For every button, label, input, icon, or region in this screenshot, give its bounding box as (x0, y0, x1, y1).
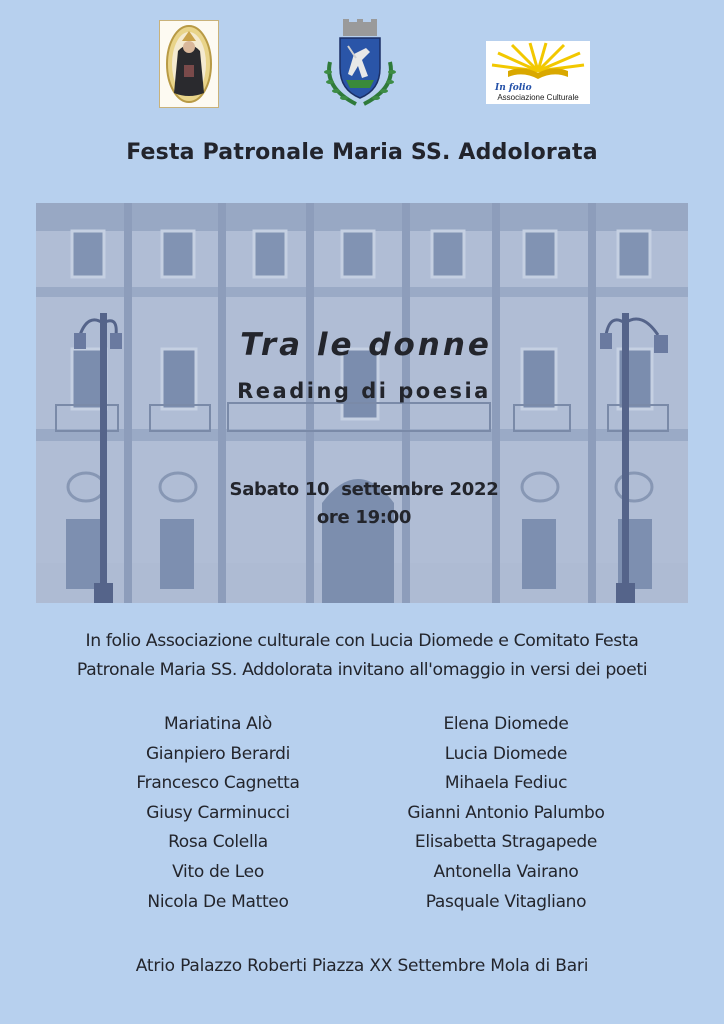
madonna-addolorata-logo (159, 20, 219, 108)
poet-name: Rosa Colella (168, 832, 268, 853)
poet-name: Nicola De Matteo (147, 891, 289, 912)
poet-name: Elisabetta Stragapede (414, 832, 598, 853)
poet-name: Mariatina Alò (163, 714, 273, 734)
event-date: Sabato 10 settembre 2022 (229, 479, 499, 500)
in-folio-logo-subtitle: Associazione Culturale (497, 93, 579, 102)
poet-name: Pasquale Vitagliano (425, 891, 587, 912)
poets-list-right (376, 710, 636, 917)
event-subtitle: Reading di poesia (237, 379, 491, 403)
event-time: ore 19:00 (316, 507, 412, 528)
poet-name: Vito de Leo (172, 861, 264, 882)
palazzo-facade-image (36, 203, 688, 603)
mola-di-bari-crest (318, 18, 402, 110)
in-folio-logo (486, 41, 590, 104)
poet-name: Mihaela Fediuc (444, 773, 568, 794)
invitation-line-1: In folio Associazione culturale con Lucia Diomede e Comitato Festa (85, 631, 639, 651)
venue-text: Atrio Palazzo Roberti Piazza XX Settembre Mola di Bari (135, 956, 589, 976)
invitation-text (18, 627, 706, 685)
invitation-line-2: Patronale Maria SS. Addolorata invitano all'omaggio in versi dei poeti (76, 660, 648, 680)
palazzo-photo (36, 203, 688, 603)
festa-title: Festa Patronale Maria SS. Addolorata (126, 140, 598, 165)
poets-list-left (88, 710, 348, 917)
poet-name: Gianpiero Berardi (145, 743, 291, 764)
poet-name: Lucia Diomede (444, 743, 568, 764)
crest-icon (318, 18, 402, 110)
poet-name: Antonella Vairano (433, 861, 579, 882)
poet-name: Giusy Carminucci (146, 802, 290, 823)
poet-name: Elena Diomede (443, 714, 569, 734)
open-book-rays-icon (486, 41, 590, 81)
poet-name: Francesco Cagnetta (136, 773, 300, 794)
event-title: Tra le donne (240, 327, 492, 363)
saint-image-icon (160, 21, 218, 107)
poet-name: Gianni Antonio Palumbo (407, 802, 605, 823)
in-folio-logo-name: In folio (495, 83, 532, 93)
